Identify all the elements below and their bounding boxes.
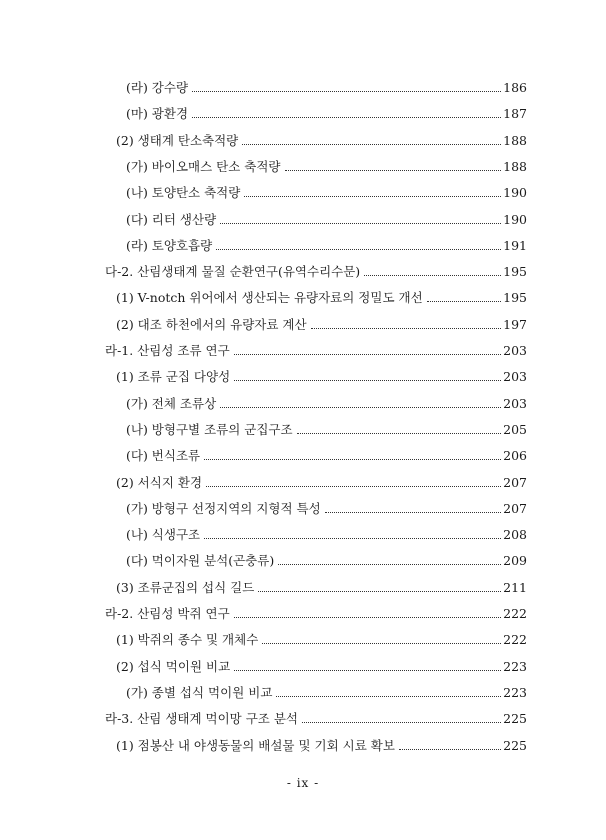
toc-entry-title: (1) 점봉산 내 야생동물의 배설물 및 기회 시료 확보 — [116, 737, 395, 753]
toc-entry-title: (나) 방형구별 조류의 군집구조 — [126, 421, 293, 437]
toc-entry-title: (마) 광환경 — [126, 106, 189, 122]
toc-entry-title: (1) 박쥐의 종수 및 개체수 — [116, 632, 259, 648]
toc-entry[interactable] — [126, 155, 527, 175]
toc-entry-title: (가) 바이오매스 탄소 축적량 — [126, 158, 281, 174]
toc-dot-leader — [427, 301, 501, 302]
toc-entry-page: 222 — [503, 632, 527, 648]
toc-entry-title: (라) 강수량 — [126, 80, 189, 95]
toc-entry-title: (2) 섭식 먹이원 비교 — [116, 658, 231, 674]
toc-entry[interactable] — [126, 102, 527, 122]
toc-entry-page: 207 — [503, 500, 527, 516]
toc-dot-leader — [311, 328, 502, 329]
toc-entry-page: 209 — [503, 553, 527, 569]
toc-entry-page: 191 — [503, 237, 527, 253]
toc-entry-title: (가) 방형구 선정지역의 지형적 특성 — [126, 500, 321, 516]
toc-dot-leader — [192, 91, 501, 92]
toc-entry[interactable] — [116, 313, 527, 333]
toc-entry[interactable] — [116, 576, 527, 596]
page-number: - ix - — [286, 776, 320, 790]
toc-entry[interactable] — [126, 76, 527, 96]
toc-entry-page: 203 — [503, 395, 527, 411]
toc-entry-page: 187 — [503, 106, 527, 122]
toc-dot-leader — [302, 722, 501, 723]
toc-entry-page: 208 — [503, 527, 527, 543]
toc-dot-leader — [220, 407, 501, 408]
toc-entry-title: (2) 서식지 환경 — [116, 474, 203, 490]
toc-dot-leader — [276, 696, 501, 697]
toc-dot-leader — [204, 538, 501, 539]
toc-entry-page: 188 — [503, 158, 527, 174]
toc-entry[interactable] — [126, 208, 527, 228]
toc-entry-page: 205 — [503, 421, 527, 437]
toc-entry-page: 188 — [503, 132, 527, 148]
toc-entry-title: (2) 생태계 탄소축적량 — [116, 132, 239, 148]
toc-dot-leader — [234, 670, 501, 671]
toc-entry[interactable] — [116, 129, 527, 149]
toc-entry-title: 라-3. 산림 생태계 먹이망 구조 분석 — [105, 711, 298, 727]
toc-dot-leader — [399, 749, 501, 750]
toc-dot-leader — [244, 196, 501, 197]
toc-dot-leader — [234, 354, 501, 355]
toc-entry-page: 203 — [503, 369, 527, 385]
toc-dot-leader — [258, 591, 501, 592]
toc-entry[interactable] — [116, 734, 527, 754]
toc-entry-page: 206 — [503, 448, 527, 464]
toc-entry-page: 190 — [503, 211, 527, 227]
toc-entry-title: (나) 식생구조 — [126, 527, 201, 543]
toc-entry[interactable] — [126, 234, 527, 254]
toc-dot-leader — [278, 564, 501, 565]
toc-entry-page: 223 — [503, 658, 527, 674]
toc-entry-title: (라) 토양호흡량 — [126, 237, 213, 253]
toc-entry[interactable] — [105, 339, 527, 359]
toc-entry-title: (다) 리터 생산량 — [126, 211, 217, 227]
toc-entry-title: 다-2. 산림생태계 물질 순환연구(유역수리수문) — [105, 264, 361, 280]
toc-dot-leader — [242, 144, 501, 145]
toc-dot-leader — [206, 486, 501, 487]
toc-entry[interactable] — [126, 497, 527, 517]
toc-entry-page: 197 — [503, 316, 527, 332]
toc-dot-leader — [204, 459, 501, 460]
toc-entry[interactable] — [116, 628, 527, 648]
toc-entry[interactable] — [116, 365, 527, 385]
toc-entry-title: 라-2. 산림성 박쥐 연구 — [105, 606, 230, 621]
toc-entry-page: 203 — [503, 343, 527, 358]
toc-entry[interactable] — [116, 471, 527, 491]
toc-dot-leader — [234, 617, 501, 618]
toc-entry-page: 225 — [503, 711, 527, 727]
toc-dot-leader — [234, 380, 501, 381]
toc-dot-leader — [220, 223, 501, 224]
toc-entry[interactable] — [126, 523, 527, 543]
toc-entry-title: (1) V-notch 위어에서 생산되는 유량자료의 정밀도 개선 — [116, 290, 423, 306]
toc-entry[interactable] — [126, 681, 527, 701]
toc-entry-page: 225 — [503, 737, 527, 753]
toc-entry[interactable] — [116, 286, 527, 306]
toc-entry[interactable] — [116, 655, 527, 675]
toc-entry[interactable] — [126, 549, 527, 569]
toc-entry[interactable] — [105, 707, 527, 727]
toc-dot-leader — [325, 512, 501, 513]
toc-entry-title: (2) 대조 하천에서의 유량자료 계산 — [116, 316, 307, 332]
toc-entry-title: (1) 조류 군집 다양성 — [116, 369, 231, 385]
toc-entry-title: 라-1. 산림성 조류 연구 — [105, 343, 230, 358]
toc-entry-page: 186 — [503, 80, 527, 95]
toc-entry-title: (가) 전체 조류상 — [126, 395, 217, 411]
toc-entry[interactable] — [126, 418, 527, 438]
toc-entry-page: 223 — [503, 684, 527, 700]
toc-entry-page: 211 — [503, 579, 527, 595]
toc-dot-leader — [285, 170, 502, 171]
toc-entry[interactable] — [105, 260, 527, 280]
toc-entry[interactable] — [105, 602, 527, 622]
toc-entry[interactable] — [126, 181, 527, 201]
toc-entry-title: (다) 번식조류 — [126, 448, 201, 464]
toc-dot-leader — [262, 643, 501, 644]
toc-dot-leader — [297, 433, 502, 434]
toc-entry-page: 207 — [503, 474, 527, 490]
toc-entry-title: (3) 조류군집의 섭식 길드 — [116, 579, 255, 595]
toc-entry-page: 195 — [503, 264, 527, 280]
toc-dot-leader — [192, 117, 501, 118]
toc-entry-page: 222 — [503, 606, 527, 621]
toc-entry-title: (가) 종별 섭식 먹이원 비교 — [126, 684, 273, 700]
toc-entry-page: 190 — [503, 185, 527, 201]
toc-entry-title: (다) 먹이자원 분석(곤충류) — [126, 553, 275, 569]
toc-entry[interactable] — [126, 392, 527, 412]
toc-entry-page: 195 — [503, 290, 527, 306]
toc-dot-leader — [364, 275, 501, 276]
toc-dot-leader — [216, 249, 501, 250]
toc-entry[interactable] — [126, 444, 527, 464]
toc-entry-title: (나) 토양탄소 축적량 — [126, 185, 241, 201]
